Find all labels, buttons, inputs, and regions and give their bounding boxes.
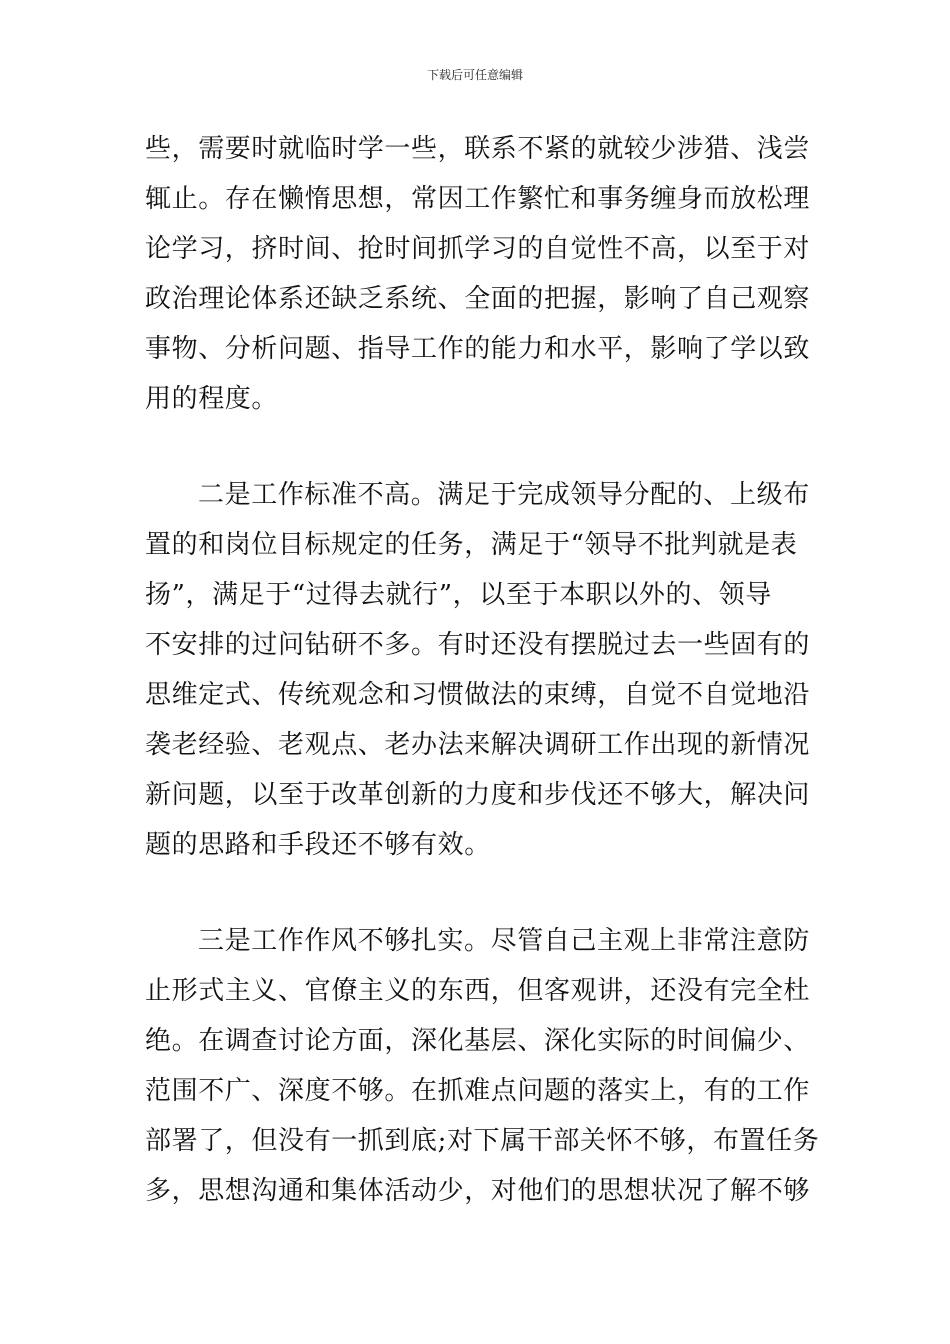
text-line: 扬”，满足于“过得去就行”，以至于本职以外的、领导 (145, 580, 772, 610)
text-line: 思维定式、传统观念和习惯做法的束缚，自觉不自觉地沿 (145, 680, 811, 710)
text-line: 论学习，挤时间、抢时间抓学习的自觉性不高，以至于对 (145, 234, 811, 264)
text-line: 辄止。存在懒惰思想，常因工作繁忙和事务缠身而放松理 (145, 184, 811, 214)
page-header: 下载后可任意编辑 (426, 68, 523, 82)
text-line: 用的程度。 (145, 384, 279, 414)
text-line: 绝。在调查讨论方面，深化基层、深化实际的时间偏少、 (145, 1026, 811, 1056)
text-line: 事物、分析问题、指导工作的能力和水平，影响了学以致 (145, 334, 811, 364)
text-line: 范围不广、深度不够。在抓难点问题的落实上，有的工作 (145, 1076, 811, 1106)
text-line: 止形式主义、官僚主义的东西，但客观讲，还没有完全杜 (145, 976, 811, 1006)
text-line: 新问题，以至于改革创新的力度和步伐还不够大，解决问 (145, 780, 811, 810)
text-line: 政治理论体系还缺乏系统、全面的把握，影响了自己观察 (145, 284, 811, 314)
text-line: 袭老经验、老观点、老办法来解决调研工作出现的新情况 (145, 730, 811, 760)
text-line: 些，需要时就临时学一些，联系不紧的就较少涉猎、浅尝 (145, 134, 811, 164)
text-line: 多，思想沟通和集体活动少，对他们的思想状况了解不够 (145, 1176, 811, 1206)
text-line: 置的和岗位目标规定的任务，满足于“领导不批判就是表 (145, 530, 798, 560)
text-line: 题的思路和手段还不够有效。 (145, 830, 491, 860)
text-line: 不安排的过问钻研不多。有时还没有摆脱过去一些固有的 (145, 630, 811, 660)
text-line: 二是工作标准不高。满足于完成领导分配的、上级布 (198, 480, 810, 510)
text-line: 三是工作作风不够扎实。尽管自己主观上非常注意防 (198, 926, 810, 956)
text-line: 部署了，但没有一抓到底;对下属干部关怀不够，布置任务 (145, 1126, 820, 1156)
